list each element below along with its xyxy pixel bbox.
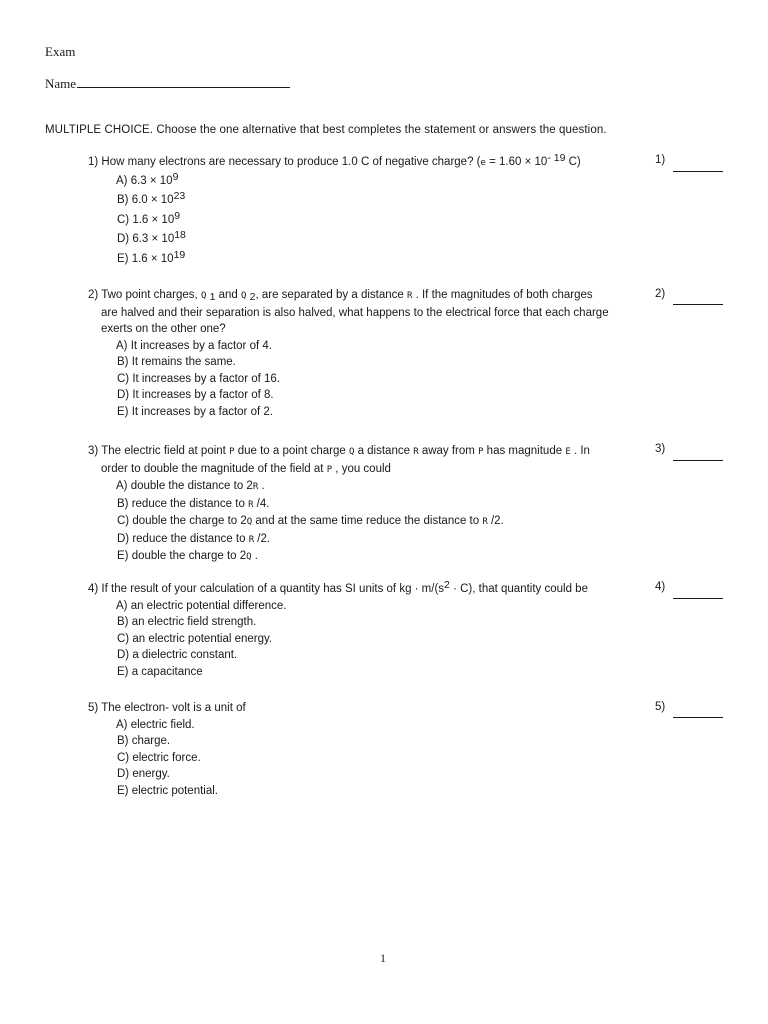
option-2a[interactable]: A) It increases by a factor of 4. [116, 339, 272, 352]
question-1 [88, 154, 648, 269]
option-4b[interactable]: B) an electric field strength. [117, 616, 257, 628]
option-2c[interactable]: C) It increases by a factor of 16. [117, 372, 280, 385]
option-4e[interactable]: E) a capacitance [117, 665, 203, 678]
answer-number-5: 5) [655, 701, 666, 713]
answer-blank-1[interactable] [673, 157, 723, 172]
option-5a[interactable]: A) electric field. [116, 718, 195, 731]
question-2-stem-line-2: are halved and their separation is also halved, what happens to the electrical force that each charge [101, 306, 609, 319]
option-5e[interactable]: E) electric potential. [117, 784, 218, 797]
option-3d[interactable]: D) reduce the distance to R /2. [117, 532, 271, 545]
question-3 [88, 443, 648, 566]
option-5c[interactable]: C) electric force. [117, 751, 201, 764]
question-1-stem: 1) How many electrons are necessary to produce 1.0 C of negative charge? ($e = 1.60 \times 10^{- 19}$ C) [88, 152, 581, 168]
exam-title: Exam [45, 44, 76, 59]
question-2 [88, 287, 648, 420]
answer-number-4: 4) [655, 581, 666, 593]
answer-blank-4[interactable] [673, 584, 723, 599]
name-label: Name [45, 76, 77, 91]
question-5 [88, 700, 648, 799]
option-4a[interactable]: A) an electric potential difference. [116, 599, 287, 612]
option-5b[interactable]: B) charge. [117, 735, 171, 747]
question-5-stem: 5) The electron- volt is a unit of [88, 702, 246, 714]
option-5d[interactable]: D) energy. [117, 768, 170, 780]
answer-blank-3[interactable] [673, 446, 723, 461]
option-1b[interactable]: B) $6.0 \times 10^{23}$ [117, 190, 186, 206]
option-2b[interactable]: B) It remains the same. [117, 356, 236, 368]
question-3-stem: 3) The electric field at point P due to a point charge Q a distance R away from P has magnitude E . In [88, 445, 590, 457]
answer-number-1: 1) [655, 154, 666, 166]
name-blank-line[interactable] [77, 76, 290, 88]
option-2d[interactable]: D) It increases by a factor of 8. [117, 389, 274, 401]
question-2-stem-line-3: exerts on the other one? [101, 323, 226, 335]
option-3e[interactable]: E) double the charge to 2Q . [117, 550, 258, 562]
answer-number-2: 2) [655, 288, 666, 300]
question-4-stem: 4) If the result of your calculation of a quantity has SI units of kg · $m/(s^2 \cdot C)$, that quantity could be [88, 579, 588, 595]
answer-blank-5[interactable] [673, 703, 723, 718]
answer-blank-2[interactable] [673, 290, 723, 305]
name-field[interactable] [45, 76, 290, 92]
option-3b[interactable]: B) reduce the distance to R /4. [117, 497, 270, 510]
option-2e[interactable]: E) It increases by a factor of 2. [117, 405, 273, 418]
page-number: 1 [380, 951, 386, 965]
option-1d[interactable]: D) $6.3 \times 10^{18}$ [117, 229, 186, 245]
section-heading: MULTIPLE CHOICE. Choose the one alternative that best completes the statement or answers the question. [45, 124, 607, 136]
question-3-stem-line-2: order to double the magnitude of the field at P , you could [101, 462, 391, 475]
option-1e[interactable]: E) $1.6 \times 10^{19}$ [117, 248, 186, 265]
option-3a[interactable]: A) double the distance to 2R . [116, 480, 265, 492]
question-4 [88, 581, 648, 680]
option-1c[interactable]: C) $1.6 \times 10^9$ [117, 209, 181, 226]
answer-number-3: 3) [655, 443, 666, 455]
option-4c[interactable]: C) an electric potential energy. [117, 632, 273, 645]
option-1a[interactable]: A) $6.3 \times 10^9$ [116, 170, 179, 187]
option-3c[interactable]: C) double the charge to 2Q and at the same time reduce the distance to R /2. [117, 515, 504, 527]
question-2-stem: 2) Two point charges, Q $_1$ and Q $_2$, are separated by a distance R . If the magnitudes of both charges [88, 289, 593, 303]
option-4d[interactable]: D) a dielectric constant. [117, 649, 238, 661]
